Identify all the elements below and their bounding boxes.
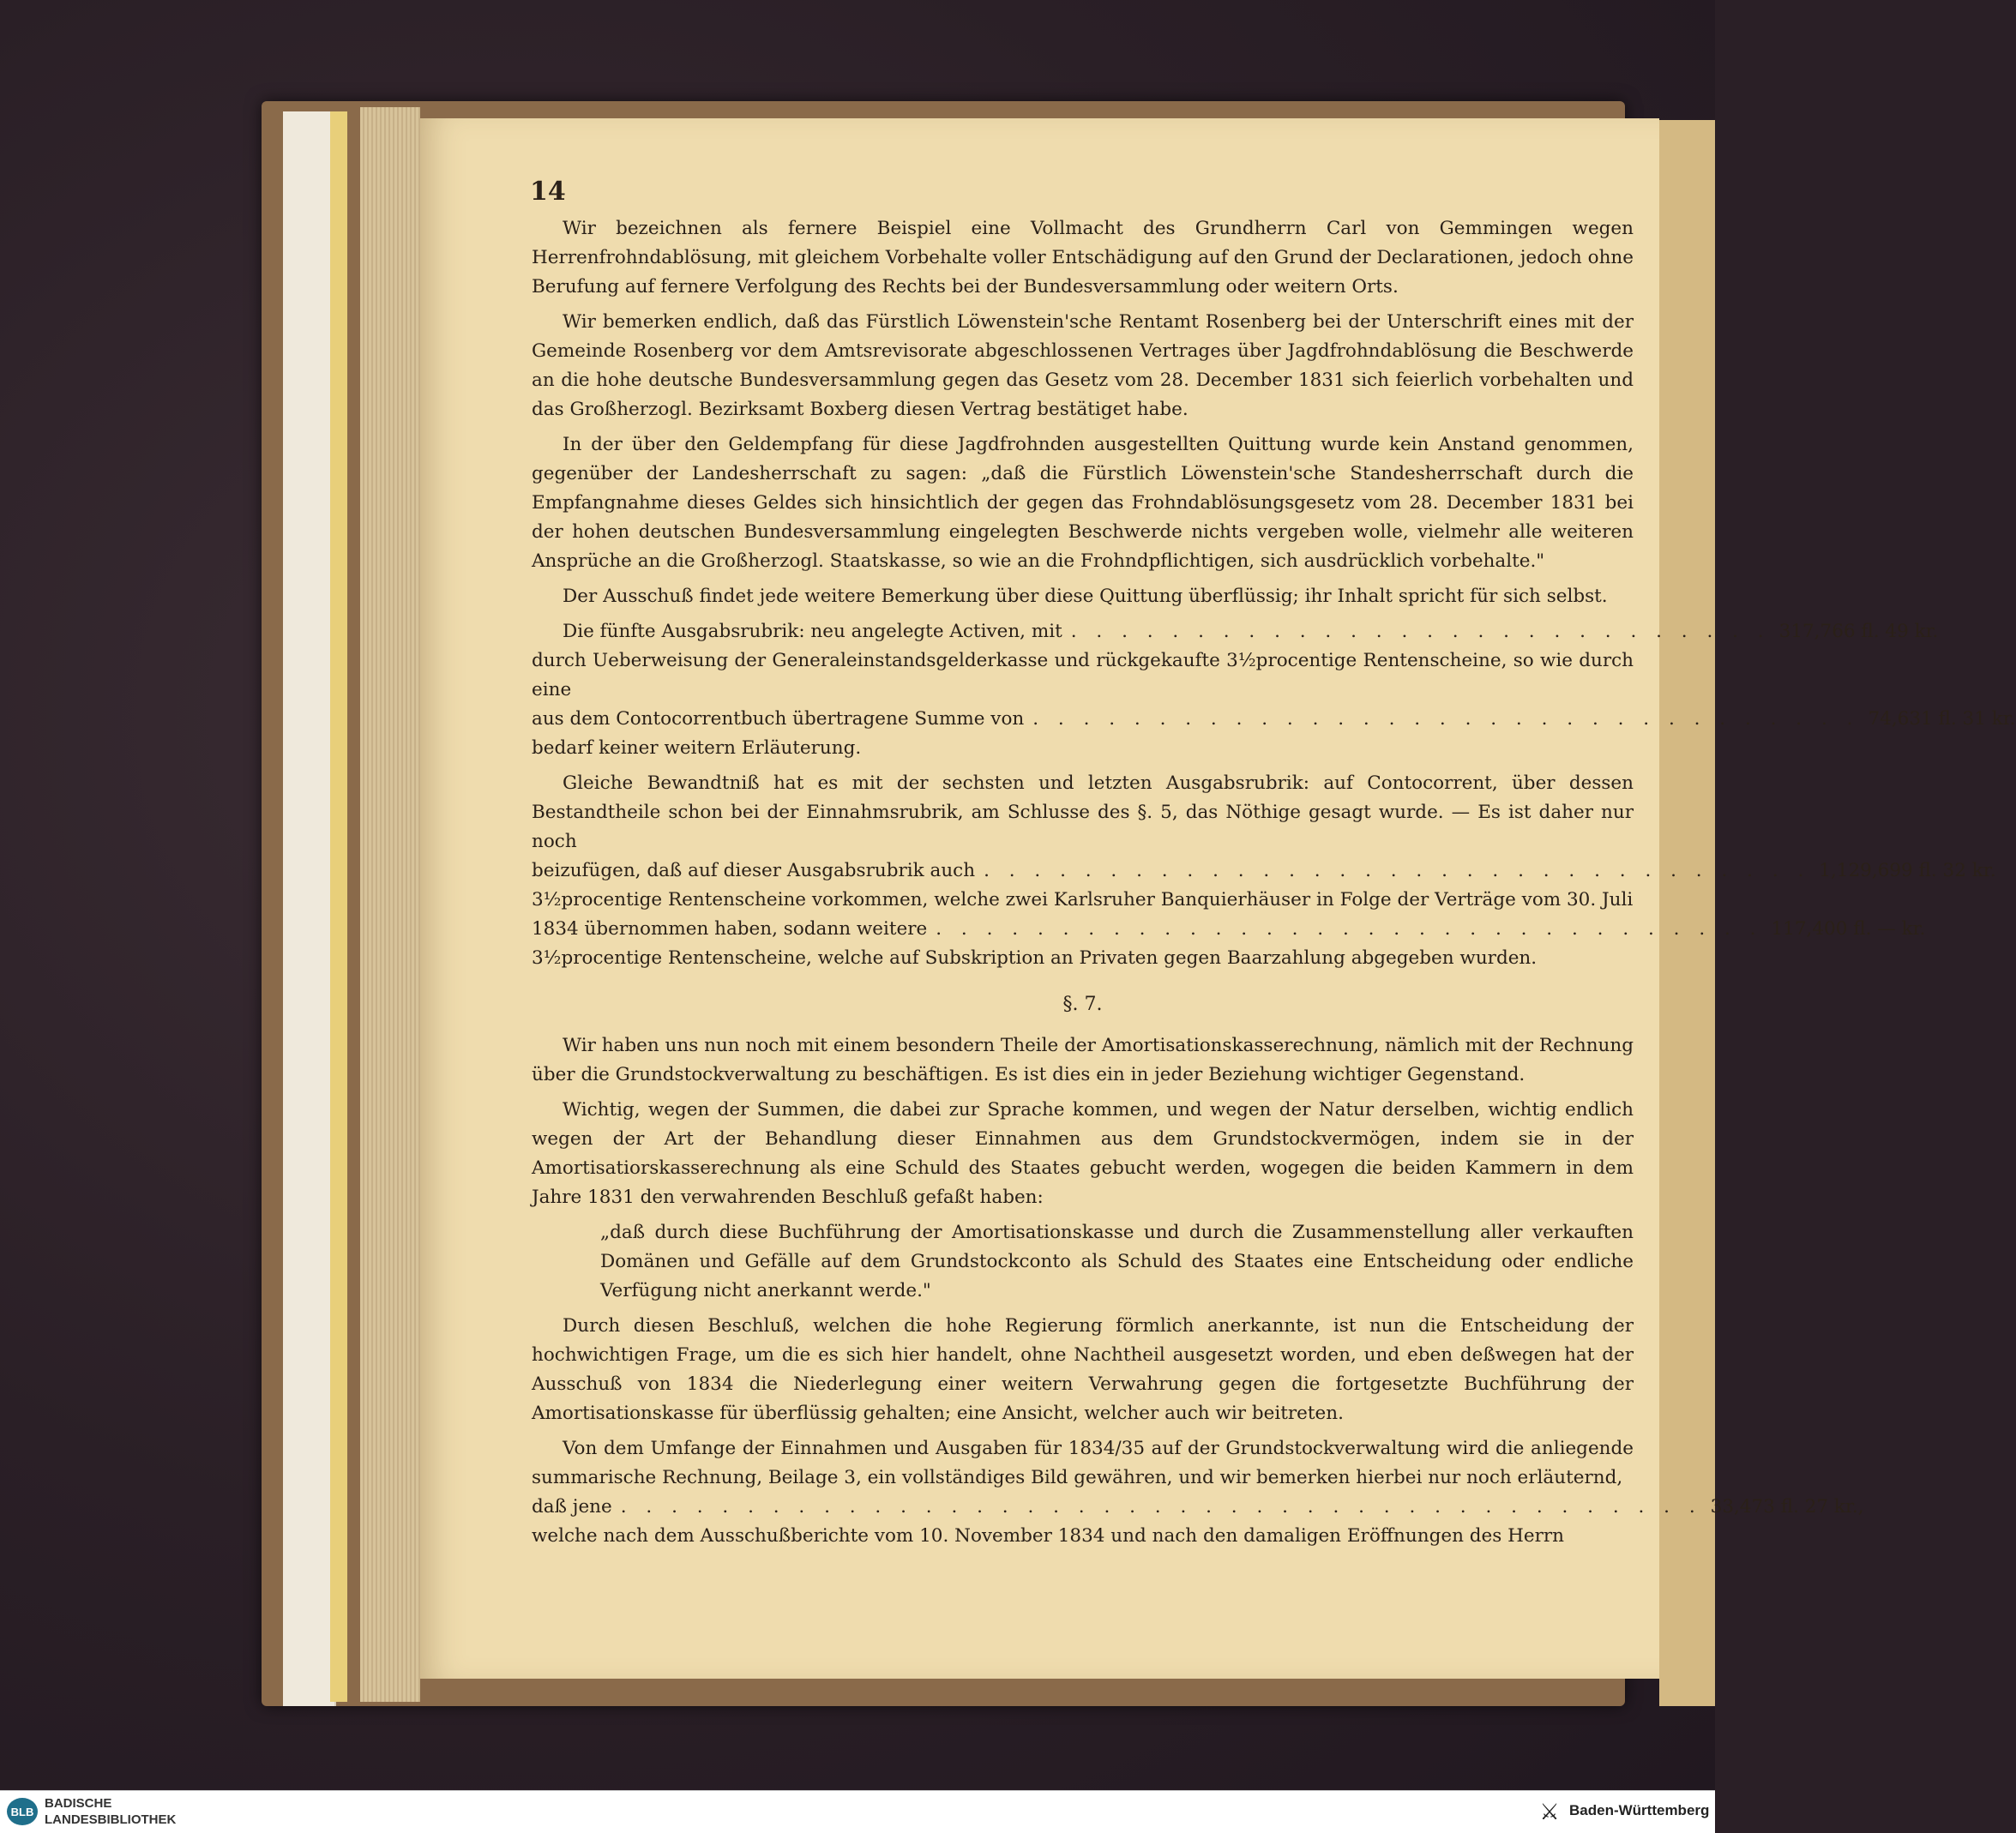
coat-of-arms-icon: ⚔: [1539, 1799, 1560, 1824]
paragraph-7: Wir haben uns nun noch mit einem besondern Theile der Amortisationskasserechnung, nämlich mit der Rechnung über die Grundstockverwaltung zu beschäftigen. Es ist dies ein in jeder Beziehung wichtiger Gegenstand.: [532, 1035, 1634, 1085]
page-text: [532, 214, 2016, 1557]
paragraph-8: Wichtig, wegen der Summen, die dabei zur Sprache kommen, und wegen der Natur derselben, wichtig endlich wegen der Art der Behandlung dieser Einnahmen aus dem Grundstockvermögen, indem sie in der Amortisatiorskasserechnung als eine Schuld des Staates gebucht werden, wogegen die beiden Kammern in dem Jahre 1831 den verwahrenden Beschluß gefaßt haben:: [532, 1099, 1634, 1208]
paragraph-6: Gleiche Bewandtniß hat es mit der sechsten und letzten Ausgabsrubrik: auf Contocorrent, über dessen Bestandtheile schon bei der Einnahmsrubrik, am Schlusse des §. 5, das Nöthige gesagt wurde. — Es ist daher nur noch: [532, 772, 1634, 852]
paragraph-2: Wir bemerken endlich, daß das Fürstlich Löwenstein'sche Rentamt Rosenberg bei der Unterschrift eines mit der Gemeinde Rosenberg vor dem Amtsrevisorate abgeschlossenen Vertrages über Jagdfrohndablösung die Beschwerde an die hohe deutsche Bundesversammlung gegen das Gesetz vom 28. December 1831 sich feierlich vorbehalten und das Großherzogl. Bezirksamt Boxberg diesen Vertrag bestätiget habe.: [532, 311, 1634, 420]
sum-row-9-text: daß jene: [532, 1496, 612, 1517]
dot-leader: . . . . . . . . . . . . . . . . . . . . . . . . . . . . . . . . .: [936, 918, 1763, 940]
library-name-line-1: BADISCHE: [45, 1796, 112, 1811]
library-name-line-2: LANDESBIBLIOTHEK: [45, 1812, 177, 1827]
section-heading: §. 7.: [1062, 994, 1103, 1015]
sum-row-3-amount: 74,631 fl. 31 kr.: [1868, 708, 2016, 730]
sum-row-6-text: 3½procentige Rentenscheine vorkommen, welche zwei Karlsruher Banquierhäuser in Folge der Verträge vom 30. Juli: [532, 889, 1634, 910]
sum-row-4-text: bedarf keiner weitern Erläuterung.: [532, 737, 862, 759]
right-page-edge: [1659, 120, 1715, 1706]
page-edge-white: [283, 111, 336, 1706]
sum-row-10-text: welche nach dem Ausschußberichte vom 10. November 1834 und nach den damaligen Eröffnungen des Herrn: [532, 1525, 1564, 1547]
paragraph-10: Von dem Umfange der Einnahmen und Ausgaben für 1834/35 auf der Grundstockverwaltung wird die anliegende summarische Rechnung, Beilage 3, ein vollständiges Bild gewähren, und wir bemerken hierbei nur noch erläuternd,: [532, 1438, 1634, 1488]
sum-row-3: [532, 705, 2016, 734]
dot-leader: . . . . . . . . . . . . . . . . . . . . . . . . . . . .: [1070, 621, 1771, 642]
paragraph-9: Durch diesen Beschluß, welchen die hohe Regierung förmlich anerkannte, ist nun die Entscheidung der hochwichtigen Frage, um die es sich hier handelt, ohne Nachtheil ausgesetzt worden, und eben deßwegen hat der Ausschuß von 1834 die Niederlegung einer weitern Verwahrung gegen die fortgesetzte Buchführung der Amortisationskasse für überflüssig gehalten; eine Ansicht, welcher auch wir beitreten.: [532, 1315, 1634, 1424]
viewer-footer: [0, 1790, 1715, 1833]
paragraph-4: Der Ausschuß findet jede weitere Bemerkung über diese Quittung überflüssig; ihr Inhalt spricht für sich selbst.: [563, 586, 1608, 607]
paragraph-1: Wir bezeichnen als fernere Beispiel eine Vollmacht des Grundherrn Carl von Gemmingen wegen Herrenfrohndablösung, mit gleichem Vorbehalte voller Entschädigung auf den Grund der Declarationen, jedoch ohne Berufung auf fernere Verfolgung des Rechts bei der Bundesversammlung oder weitern Orts.: [532, 218, 1634, 297]
sum-row-3-text: aus dem Contocorrentbuch übertragene Summe von: [532, 708, 1025, 730]
sum-row-7: [532, 915, 1926, 944]
sum-row-1-text: Die fünfte Ausgabsrubrik: neu angelegte Activen, mit: [563, 621, 1062, 642]
paragraph-3: In der über den Geldempfang für diese Jagdfrohnden ausgestellten Quittung wurde kein Anstand genommen, gegenüber der Landesherrschaft zu sagen: „daß die Fürstlich Löwenstein'sche Standesherrschaft durch die Empfangnahme dieses Geldes sich hinsichtlich der gegen das Frohndablösungsgesetz vom 28. December 1831 bei der hohen deutschen Bundesversammlung eingelegten Beschwerde nichts vergeben wolle, vielmehr alle weiteren Ansprüche an die Großherzogl. Staatskasse, so wie an die Frohndpflichtigen, sich ausdrücklich vorbehalte.": [532, 434, 1634, 572]
sum-row-9: [532, 1493, 1864, 1522]
state-name[interactable]: Baden-Württemberg: [1569, 1802, 1710, 1818]
dot-leader: . . . . . . . . . . . . . . . . . . . . . . . . . . . . . . . . .: [984, 860, 1811, 881]
sum-row-5-text: beizufügen, daß auf dieser Ausgabsrubrik auch: [532, 860, 976, 881]
library-name[interactable]: [45, 1795, 176, 1828]
page-edge-yellow: [330, 111, 347, 1702]
sum-row-2-text: durch Ueberweisung der Generaleinstandsgelderkasse und rückgekaufte 3½procentige Rentenscheine, so wie durch eine: [532, 650, 1634, 700]
sum-row-9-amount: 33,473 fl. 27 kr.,: [1710, 1496, 1864, 1517]
dot-leader: . . . . . . . . . . . . . . . . . . . . . . . . . . . . . . . . . . . . . . . . . . .: [620, 1496, 1702, 1517]
sum-row-1-amount: 317,766 fl. 49 kr.: [1778, 621, 1939, 642]
page-number: 14: [530, 177, 566, 207]
sum-row-8-text: 3½procentige Rentenscheine, welche auf Subskription an Privaten gegen Baarzahlung abgegeben wurden.: [532, 947, 1538, 969]
dot-leader: . . . . . . . . . . . . . . . . . . . . . . . . . . . . . . . . .: [1032, 708, 1860, 730]
sum-row-5: [532, 856, 1996, 886]
blb-logo-icon[interactable]: BLB: [7, 1798, 38, 1825]
sum-row-1: [532, 617, 1939, 646]
sum-row-5-amount: 1,129,699 fl. 32 kr.: [1819, 860, 1996, 881]
sum-row-7-amount: 117,400 fl. — kr.: [1771, 918, 1926, 940]
page-stack-edge: [360, 107, 420, 1702]
quote-block: „daß durch diese Buchführung der Amortisationskasse und durch die Zusammenstellung aller verkauften Domänen und Gefälle auf dem Grundstockconto als Schuld des Staates eine Entscheidung oder endliche Verfügung nicht anerkannt werde.": [600, 1222, 1634, 1301]
sum-row-7-text: 1834 übernommen haben, sodann weitere: [532, 918, 928, 940]
